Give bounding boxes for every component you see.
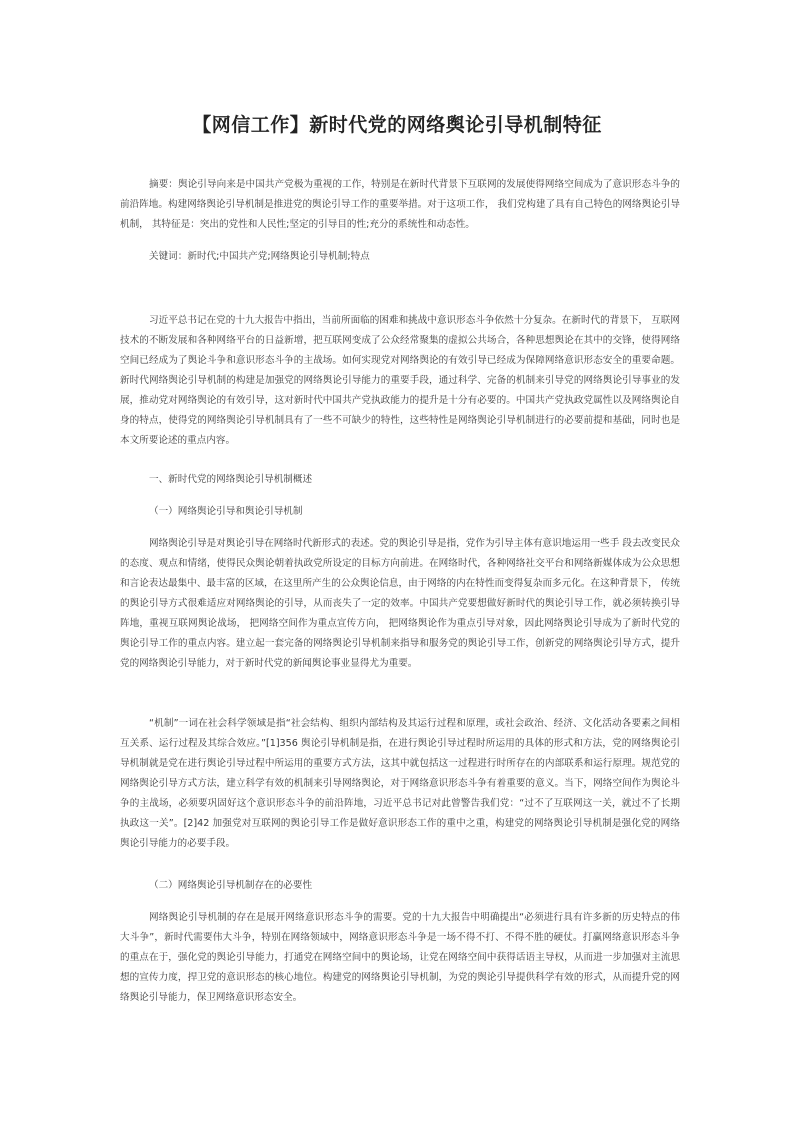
keywords-line: 关键词：新时代;中国共产党;网络舆论引导机制;特点 <box>149 251 370 262</box>
body-paragraph-2: “机制”一词在社会科学领域是指“社会结构、组织内部结构及其运行过程和原理，或社会政治、经济、文化活动各要素之间相互关系、运行过程及其综合效应。”[1]356 舆论引导机制是指，在进行舆论引导过程时所运用的具体的形式和方法，党的网络舆论引导机制就是党在进行舆论引导过程中所运用的重要方式方法，这其中就包括这一过程进行时所存在的内部联系和运行原理。规范党的网络舆论引导方式方法，建立科学有效的机制来引导网络舆论，对于网络意识形态斗争有着重要的意义。当下，网络空间作为舆论斗争的主战场，必须要巩固好这个意识形态斗争的前沿阵地，习近平总书记对此曾警告我们党：“过不了互联网这一关，就过不了长期执政这一关”。[2]42 加强党对互联网的舆论引导工作是做好意识形态工作的重中之重，构建党的网络舆论引导机制是强化党的网络舆论引导能力的必要手段。 <box>120 718 680 849</box>
subsection-heading-1: （一）网络舆论引导和舆论引导机制 <box>149 506 303 517</box>
body-paragraph-1: 网络舆论引导是对舆论引导在网络时代新形式的表述。党的舆论引导是指，党作为引导主体有意识地运用一些手 段去改变民众的态度、观点和情绪，使得民众舆论朝着执政党所设定的目标方向前进。在网络时代，各种网络社交平台和网络新媒体成为公众思想和言论表达最集中、最丰富的区域，在这里所产生的公众舆论信息，由于网络的内在特性而变得复杂而多元化。在这种背景下， 传统的舆论引导方式很难适应对网络舆论的引导，从而丧失了一定的效率。中国共产党要想做好新时代的舆论引导工作，就必须转换引导阵地，重视互联网舆论战场， 把网络空间作为重点宣传方向， 把网络舆论作为重点引导对象，因此网络舆论引导成为了新时代党的舆论引导工作的重点内容。建立起一套完备的网络舆论引导机制来指导和服务党的舆论引导工作，创新党的网络舆论引导方式，提升党的网络舆论引导能力，对于新时代党的新闻舆论事业显得尤为重要。 <box>120 538 680 669</box>
subsection-heading-2: （二）网络舆论引导机制存在的必要性 <box>149 880 313 891</box>
body-paragraph-3: 网络舆论引导机制的存在是展开网络意识形态斗争的需要。党的十九大报告中明确提出“必须进行具有许多新的历史特点的伟大斗争”，新时代需要伟大斗争，特别在网络领域中，网络意识形态斗争是一场不得不打、不得不胜的硬仗。打赢网络意识形态斗争的重点在于，强化党的舆论引导能力，打通党在网络空间中的舆论场，让党在网络空间中获得话语主导权，从而进一步加强对主流思想的宣传力度，捍卫党的意识形态的核心地位。构建党的网络舆论引导机制，为党的舆论引导提供科学有效的形式，从而提升党的网络舆论引导能力，保卫网络意识形态安全。 <box>120 912 680 1003</box>
abstract-paragraph: 摘要：舆论引导向来是中国共产党极为重视的工作，特别是在新时代背景下互联网的发展使得网络空间成为了意识形态斗争的前沿阵地。构建网络舆论引导机制是推进党的舆论引导工作的重要举措。对于这项工作， 我们党构建了具有自己特色的网络舆论引导机制， 其特征是：突出的党性和人民性;坚定的引导目的性;充分的系统性和动态性。 <box>120 179 680 230</box>
intro-paragraph: 习近平总书记在党的十九大报告中指出，当前所面临的困难和挑战中意识形态斗争依然十分复杂。在新时代的背景下， 互联网技术的不断发展和各种网络平台的日益新增，把互联网变成了公众经常聚集的虚拟公共场合，各种思想舆论在其中的交锋，使得网络空间已经成为了舆论斗争和意识形态斗争的主战场。如何实现党对网络舆论的有效引导已经成为保障网络意识形态安全的重要命题。新时代网络舆论引导机制的构建是加强党的网络舆论引导能力的重要手段，通过科学、完备的机制来引导党的网络舆论引导事业的发展，推动党对网络舆论的有效引导，这对新时代中国共产党执政能力的提升是十分有必要的。中国共产党执政党属性以及网络舆论自身的特点，使得党的网络舆论引导机制具有了一些不可缺少的特性，这些特性是网络舆论引导机制进行的必要前提和基础，同时也是本文所要论述的重点内容。 <box>120 315 680 446</box>
section-heading-1: 一、新时代党的网络舆论引导机制概述 <box>149 474 313 485</box>
document-title: 【网信工作】新时代党的网络舆论引导机制特征 <box>192 114 602 136</box>
